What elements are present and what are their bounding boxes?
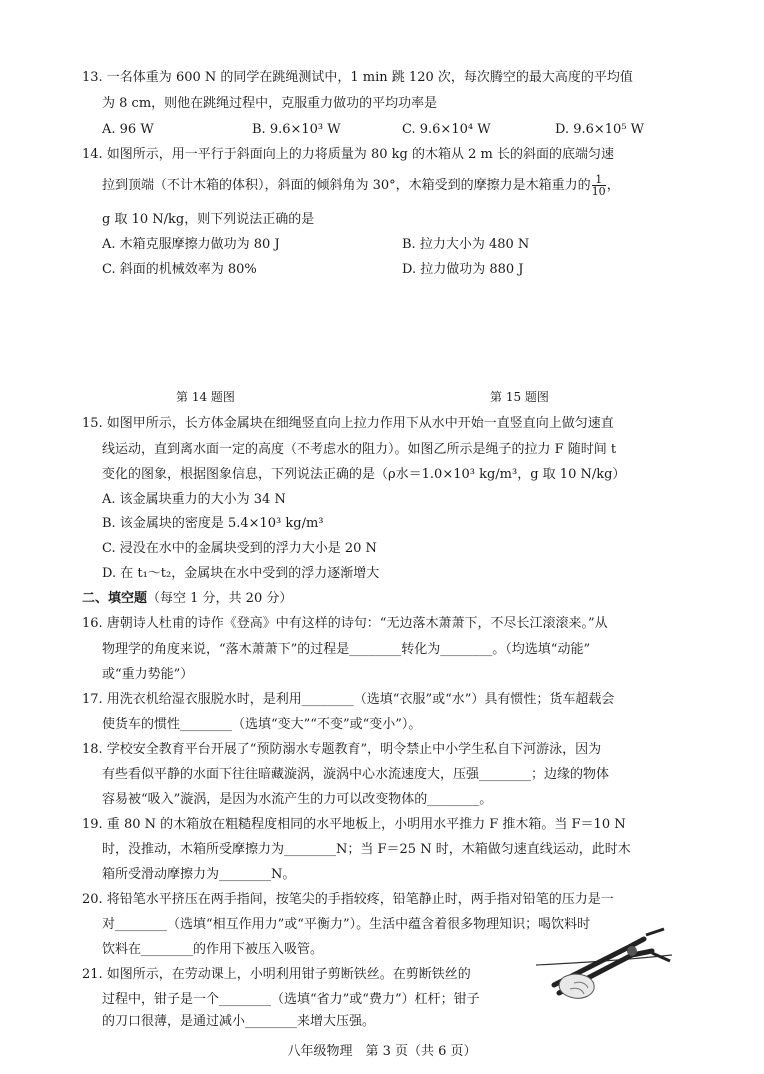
q15-option-d: D. 在 t₁～t₂，金属块在水中受到的浮力逐渐增大: [102, 566, 380, 581]
pliers-cutting-wire-illustration: [534, 925, 674, 1003]
q14-line2-text: 拉到顶端（不计木箱的体积），斜面的倾斜角为 30°，木箱受到的摩擦力是木箱重力的: [102, 178, 591, 193]
q14-option-d: D. 拉力做功为 880 J: [402, 262, 524, 277]
q13-option-d: D. 9.6×10⁵ W: [555, 122, 645, 137]
q15-line3: 变化的图象，根据图象信息，下列说法正确的是（ρ水＝1.0×10³ kg/m³，g 取 10 N/kg）: [102, 467, 626, 482]
q21-line2: 过程中，钳子是一个________（选填“省力”或“费力”）杠杆；钳子: [102, 992, 480, 1007]
q14-option-a: A. 木箱克服摩擦力做功为 80 J: [102, 237, 280, 252]
q14-option-c: C. 斜面的机械效率为 80%: [102, 262, 257, 277]
q15-line1: 15. 如图甲所示，长方体金属块在细绳竖直向上拉力作用下从水中开始一直竖直向上做匀速直: [82, 416, 614, 431]
q13-line2: 为 8 cm，则他在跳绳过程中，克服重力做功的平均功率是: [102, 96, 438, 111]
q14-line1: 14. 如图所示，用一平行于斜面向上的力将质量为 80 kg 的木箱从 2 m 长的斜面的底端匀速: [82, 147, 614, 162]
q14-line3: g 取 10 N/kg，则下列说法正确的是: [102, 212, 315, 227]
figure-14-caption: 第 14 题图: [176, 390, 235, 404]
q21-line1: 21. 如图所示，在劳动课上，小明利用钳子剪断铁丝。在剪断铁丝的: [82, 967, 471, 982]
q20-line2: 对________（选填“相互作用力”或“平衡力”）。生活中蕴含着很多物理知识；喝饮料时: [102, 917, 591, 932]
q21-line3: 的刀口很薄，是通过减小________来增大压强。: [102, 1014, 376, 1029]
figure-15-caption: 第 15 题图: [490, 390, 549, 404]
q18-line3: 容易被“吸入”漩涡，是因为水流产生的力可以改变物体的________。: [102, 792, 493, 807]
q14-line2-end: ，: [606, 178, 620, 193]
q14-option-b: B. 拉力大小为 480 N: [402, 237, 530, 252]
q20-line3: 饮料在________的作用下被压入吸管。: [102, 942, 324, 957]
q13-line1: 13. 一名体重为 600 N 的同学在跳绳测试中，1 min 跳 120 次，每次腾空的最大高度的平均值: [82, 70, 633, 85]
q15-option-c: C. 浸没在水中的金属块受到的浮力大小是 20 N: [102, 541, 377, 556]
q13-option-a: A. 96 W: [102, 122, 154, 137]
q15-option-a: A. 该金属块重力的大小为 34 N: [102, 492, 286, 507]
section-2-heading: [82, 589, 292, 609]
q13-option-c: C. 9.6×10⁴ W: [402, 122, 491, 137]
q17-line1: 17. 用洗衣机给湿衣服脱水时，是利用________（选填“衣服”或“水”）具有惯性；货车超载会: [82, 692, 615, 707]
section-2-note: （每空 1 分，共 20 分）: [147, 591, 293, 606]
q19-line1: 19. 重 80 N 的木箱放在粗糙程度相同的水平地板上，小明用水平推力 F 推木箱。当 F＝10 N: [82, 817, 626, 832]
q14-fraction: [592, 174, 606, 197]
q18-line1: 18. 学校安全教育平台开展了“预防溺水专题教育”，明令禁止中小学生私自下河游泳，因为: [82, 742, 602, 757]
q19-line3: 箱所受滑动摩擦力为________N。: [102, 867, 296, 882]
q19-line2: 时，没推动，木箱所受摩擦力为________N；当 F＝25 N 时，木箱做匀速直线运动，此时木: [102, 842, 631, 857]
q16-line2: 物理学的角度来说，“落木萧萧下”的过程是________转化为________。（均选填“动能”: [102, 642, 591, 657]
q15-line2: 线运动，直到离水面一定的高度（不考虑水的阻力）。如图乙所示是绳子的拉力 F 随时间 t: [102, 442, 617, 457]
q20-line1: 20. 将铅笔水平挤压在两手指间，按笔尖的手指较疼，铅笔静止时，两手指对铅笔的压力是一: [82, 892, 614, 907]
q16-line3: 或“重力势能”）: [102, 667, 194, 682]
section-2-title: 二、填空题: [82, 591, 148, 606]
q17-line2: 使货车的惯性________（选填“变大”“不变”或“变小”）。: [102, 717, 422, 732]
q16-line1: 16. 唐朝诗人杜甫的诗作《登高》中有这样的诗句：“无边落木萧萧下，不尽长江滚滚来。”从: [82, 616, 608, 631]
q13-option-b: B. 9.6×10³ W: [252, 122, 341, 137]
fraction-denominator: 10: [591, 185, 606, 198]
q18-line2: 有些看似平静的水面下往往暗藏漩涡，漩涡中心水流速度大，压强________；边缘的物体: [102, 767, 610, 782]
page-footer: 八年级物理 第 3 页（共 6 页）: [287, 1044, 477, 1059]
q15-option-b: B. 该金属块的密度是 5.4×10³ kg/m³: [102, 516, 324, 531]
q14-line2: [102, 174, 620, 197]
fraction-numerator: 1: [592, 174, 606, 186]
